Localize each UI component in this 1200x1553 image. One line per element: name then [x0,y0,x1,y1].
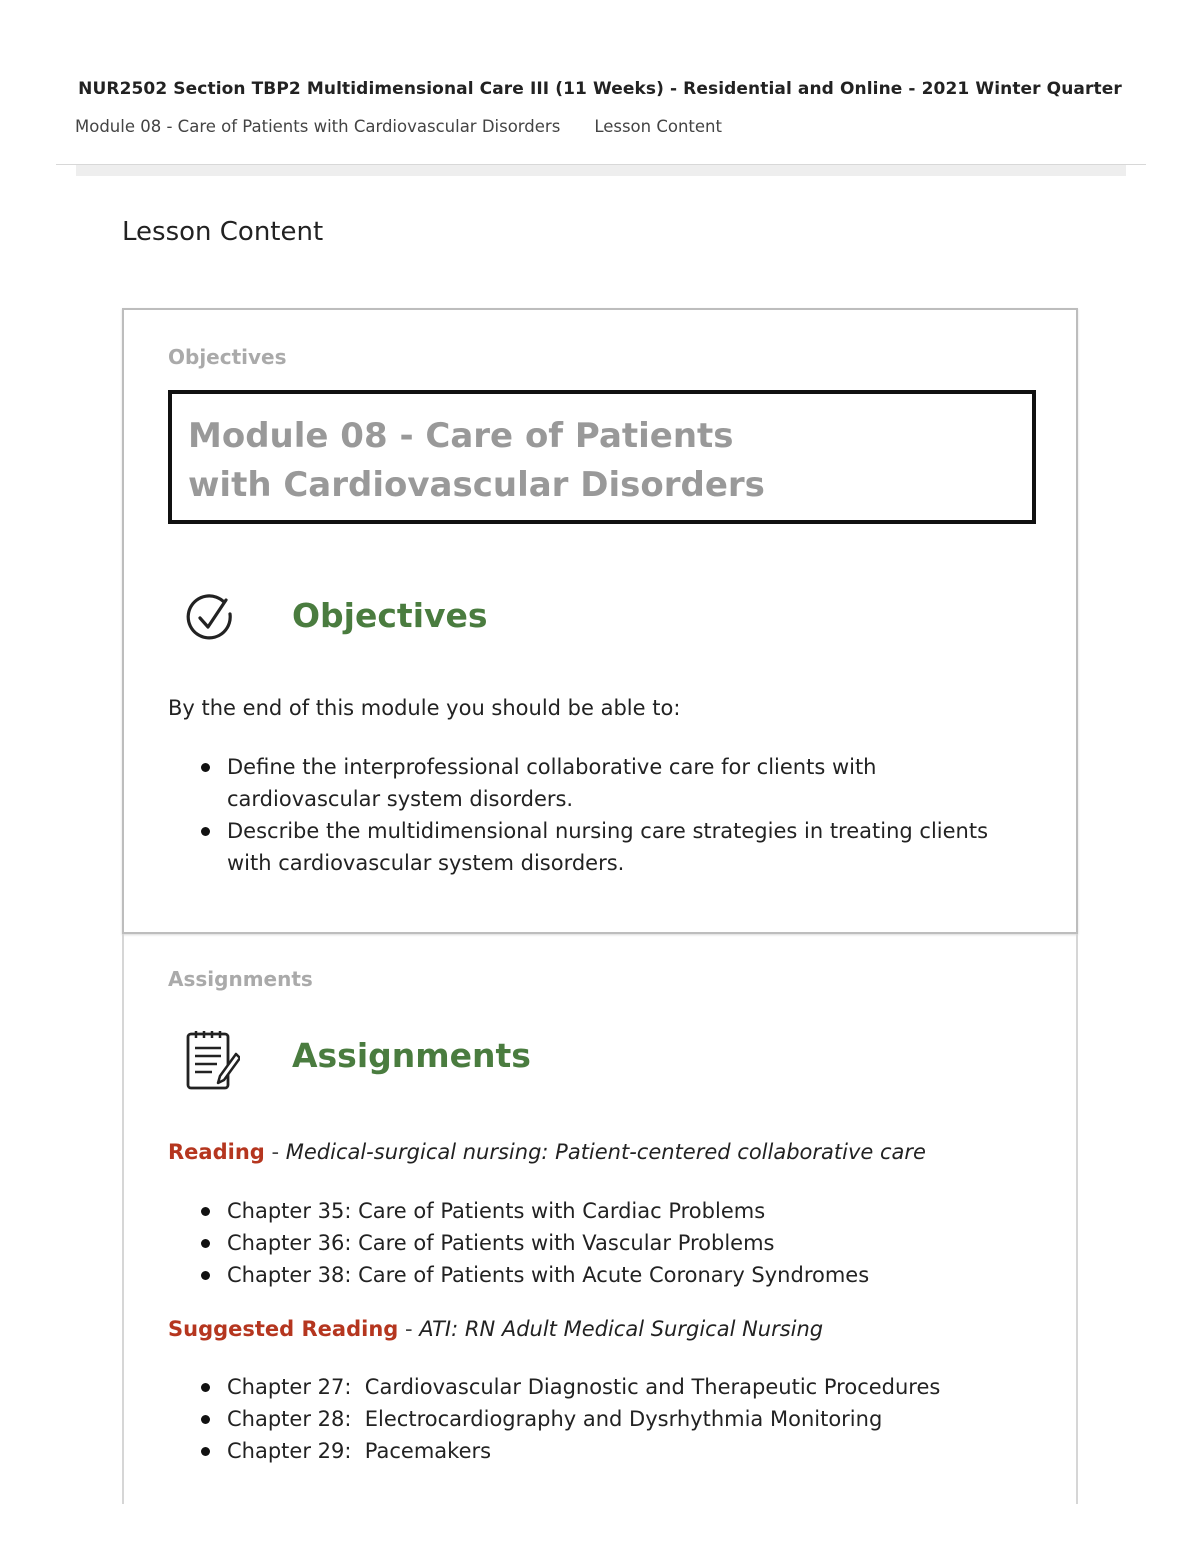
assignments-card-label: Assignments [168,967,313,991]
list-item: Define the interprofessional collaborative care for clients with cardiovascular system disorders. [168,751,1028,815]
list-item: Chapter 35: Care of Patients with Cardiac Problems [168,1195,1028,1227]
course-title: NUR2502 Section TBP2 Multidimensional Care III (11 Weeks) - Residential and Online - 2021 Winter Quarter [78,79,1122,99]
assignments-card [122,934,1078,1504]
header-bar [76,165,1126,176]
objectives-card [122,308,1078,934]
reading-book-title: Medical-surgical nursing: Patient-centered collaborative care [285,1140,926,1164]
objectives-intro: By the end of this module you should be able to: [168,696,681,720]
breadcrumb-module-link[interactable]: Module 08 - Care of Patients with Cardiovascular Disorders [75,117,561,136]
reading-line [168,1140,926,1164]
list-item: Chapter 28: Electrocardiography and Dysrhythmia Monitoring [168,1403,1048,1435]
breadcrumb [75,117,722,136]
objectives-heading-row [168,588,768,658]
objectives-card-label: Objectives [168,345,287,369]
list-item: Chapter 38: Care of Patients with Acute Coronary Syndromes [168,1259,1028,1291]
breadcrumb-current: Lesson Content [594,117,722,136]
check-circle-icon [184,588,240,652]
suggested-reading-separator: - [398,1317,420,1341]
objectives-list [168,751,1028,879]
notepad-pencil-icon [184,1028,240,1092]
assignments-heading: Assignments [292,1036,531,1075]
suggested-reading-book-title: ATI: RN Adult Medical Surgical Nursing [419,1317,824,1341]
list-item: Chapter 27: Cardiovascular Diagnostic and Therapeutic Procedures [168,1371,1048,1403]
list-item: Describe the multidimensional nursing care strategies in treating clients with cardiovascular system disorders. [168,815,1028,879]
suggested-reading-list [168,1371,1048,1467]
list-item: Chapter 29: Pacemakers [168,1435,1048,1467]
module-title-box [168,390,1036,524]
reading-label: Reading [168,1140,265,1164]
suggested-reading-label: Suggested Reading [168,1317,399,1341]
reading-separator: - [264,1140,286,1164]
module-title: Module 08 - Care of Patients with Cardiovascular Disorders [188,416,765,505]
objectives-heading: Objectives [292,596,488,635]
suggested-reading-line [168,1317,823,1341]
list-item: Chapter 36: Care of Patients with Vascular Problems [168,1227,1028,1259]
reading-list [168,1195,1028,1291]
page-title: Lesson Content [122,217,324,247]
assignments-heading-row [168,1028,768,1098]
